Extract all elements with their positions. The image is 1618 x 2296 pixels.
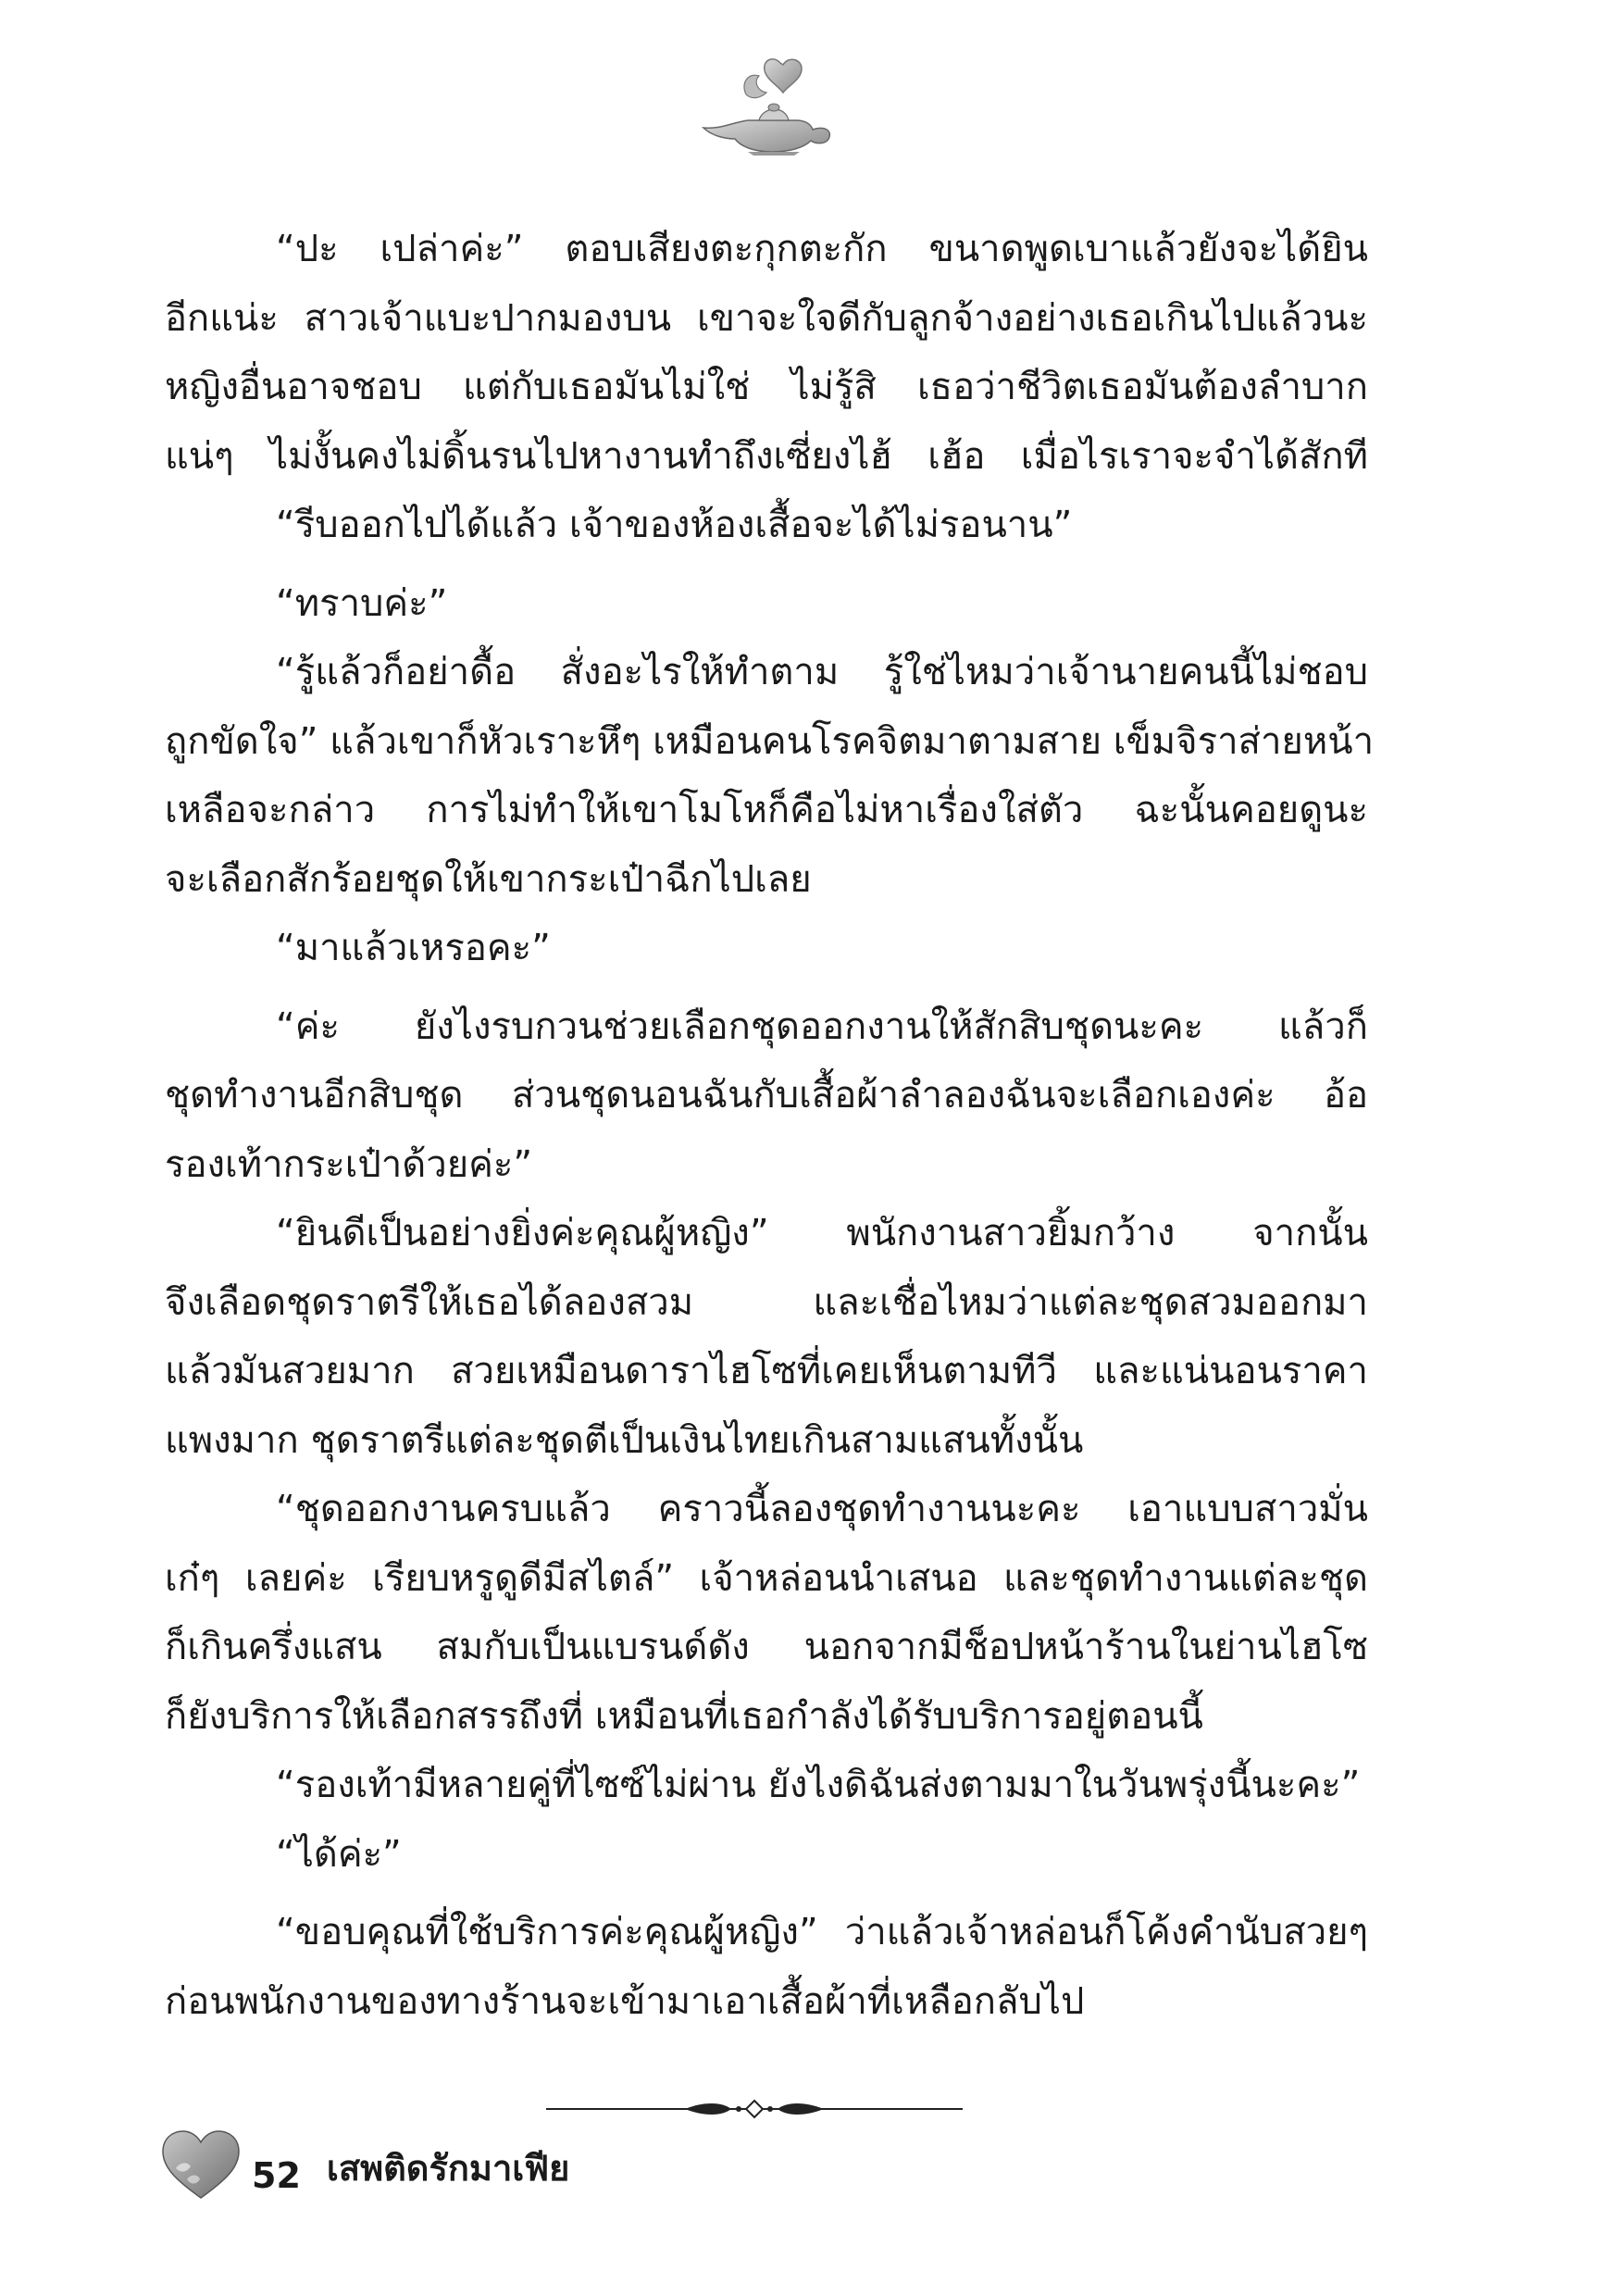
text-line: “ขอบคุณที่ใช้บริการค่ะคุณผู้หญิง” ว่าแล้วเจ้าหล่อนก็โค้งคำนับสวยๆ: [276, 1911, 1368, 1953]
text-line: “รู้แล้วก็อย่าดื้อ สั่งอะไรให้ทำตาม รู้ใช่ไหมว่าเจ้านายคนนี้ไม่ชอบ: [276, 651, 1368, 693]
text-line: “มาแล้วเหรอคะ”: [276, 927, 551, 969]
text-line: รองเท้ากระเป๋าด้วยค่ะ”: [165, 1142, 533, 1186]
book-title: เสพติดรักมาเฟีย: [326, 2148, 570, 2189]
text-line: เก๋ๆ เลยค่ะ เรียบหรูดูดีมีสไตล์” เจ้าหล่อนนำเสนอ และชุดทำงานแต่ละชุด: [165, 1556, 1368, 1600]
text-line: ก่อนพนักงานของทางร้านจะเข้ามาเอาเสื้อผ้าที่เหลือกลับไป: [165, 1979, 1085, 2023]
text-line: แน่ๆ ไม่งั้นคงไม่ดิ้นรนไปหางานทำถึงเซี่ยงไฮ้ เฮ้อ เมื่อไรเราจะจำได้สักที: [165, 434, 1368, 478]
text-line: ก็ยังบริการให้เลือกสรรถึงที่ เหมือนที่เธอกำลังได้รับบริการอยู่ตอนนี้: [165, 1694, 1203, 1738]
text-line: หญิงอื่นอาจชอบ แต่กับเธอมันไม่ใช่ ไม่รู้สิ เธอว่าชีวิตเธอมันต้องลำบาก: [165, 366, 1368, 408]
page-footer: [159, 2118, 569, 2202]
text-line: แล้วมันสวยมาก สวยเหมือนดาราไฮโซที่เคยเห็นตามทีวี และแน่นอนราคา: [165, 1350, 1368, 1392]
text-line: จะเลือกสักร้อยชุดให้เขากระเป๋าฉีกไปเลย: [165, 857, 812, 901]
body-text: [165, 215, 1375, 2036]
heart-icon: [159, 2128, 243, 2202]
text-line: “ได้ค่ะ”: [276, 1832, 402, 1876]
ornamental-divider: [546, 2098, 963, 2120]
text-line: “ค่ะ ยังไงรบกวนช่วยเลือกชุดออกงานให้สักสิบชุดนะคะ แล้วก็: [276, 1004, 1368, 1048]
genie-lamp-heart-icon: [692, 56, 840, 157]
text-line: “ชุดออกงานครบแล้ว คราวนี้ลองชุดทำงานนะคะ เอาแบบสาวมั่น: [276, 1488, 1368, 1530]
text-line: จึงเลือดชุดราตรีให้เธอได้ลองสวม และเชื่อไหมว่าแต่ละชุดสวมออกมา: [165, 1280, 1368, 1324]
text-line: แพงมาก ชุดราตรีแต่ละชุดตีเป็นเงินไทยเกินสามแสนทั้งนั้น: [165, 1418, 1084, 1462]
text-line: อีกแน่ะ สาวเจ้าแบะปากมองบน เขาจะใจดีกับลูกจ้างอย่างเธอเกินไปแล้วนะ: [165, 296, 1368, 340]
text-line: “ปะ เปล่าค่ะ” ตอบเสียงตะกุกตะกัก ขนาดพูดเบาแล้วยังจะได้ยิน: [276, 228, 1368, 270]
text-line: “รองเท้ามีหลายคู่ที่ไซซ์ไม่ผ่าน ยังไงดิฉันส่งตามมาในวันพรุ่งนี้นะคะ”: [276, 1764, 1361, 1806]
text-line: ชุดทำงานอีกสิบชุด ส่วนชุดนอนฉันกับเสื้อผ้าลำลองฉันจะเลือกเองค่ะ อ้อ: [165, 1074, 1368, 1117]
text-line: เหลือจะกล่าว การไม่ทำให้เขาโมโหก็คือไม่หาเรื่องใส่ตัว ฉะนั้นคอยดูนะ: [165, 789, 1368, 831]
page-number: 52: [252, 2155, 301, 2196]
text-line: ก็เกินครึ่งแสน สมกับเป็นแบรนด์ดัง นอกจากมีช็อปหน้าร้านในย่านไฮโซ: [165, 1626, 1368, 1668]
text-line: “ยินดีเป็นอย่างยิ่งค่ะคุณผู้หญิง” พนักงานสาวยิ้มกว้าง จากนั้น: [276, 1212, 1368, 1254]
text-line: “รีบออกไปได้แล้ว เจ้าของห้องเสื้อจะได้ไม่รอนาน”: [276, 504, 1073, 546]
text-line: “ทราบค่ะ”: [276, 581, 448, 625]
text-line: ถูกขัดใจ” แล้วเขาก็หัวเราะหึๆ เหมือนคนโรคจิตมาตามสาย เข็มจิราส่ายหน้า: [165, 719, 1375, 763]
